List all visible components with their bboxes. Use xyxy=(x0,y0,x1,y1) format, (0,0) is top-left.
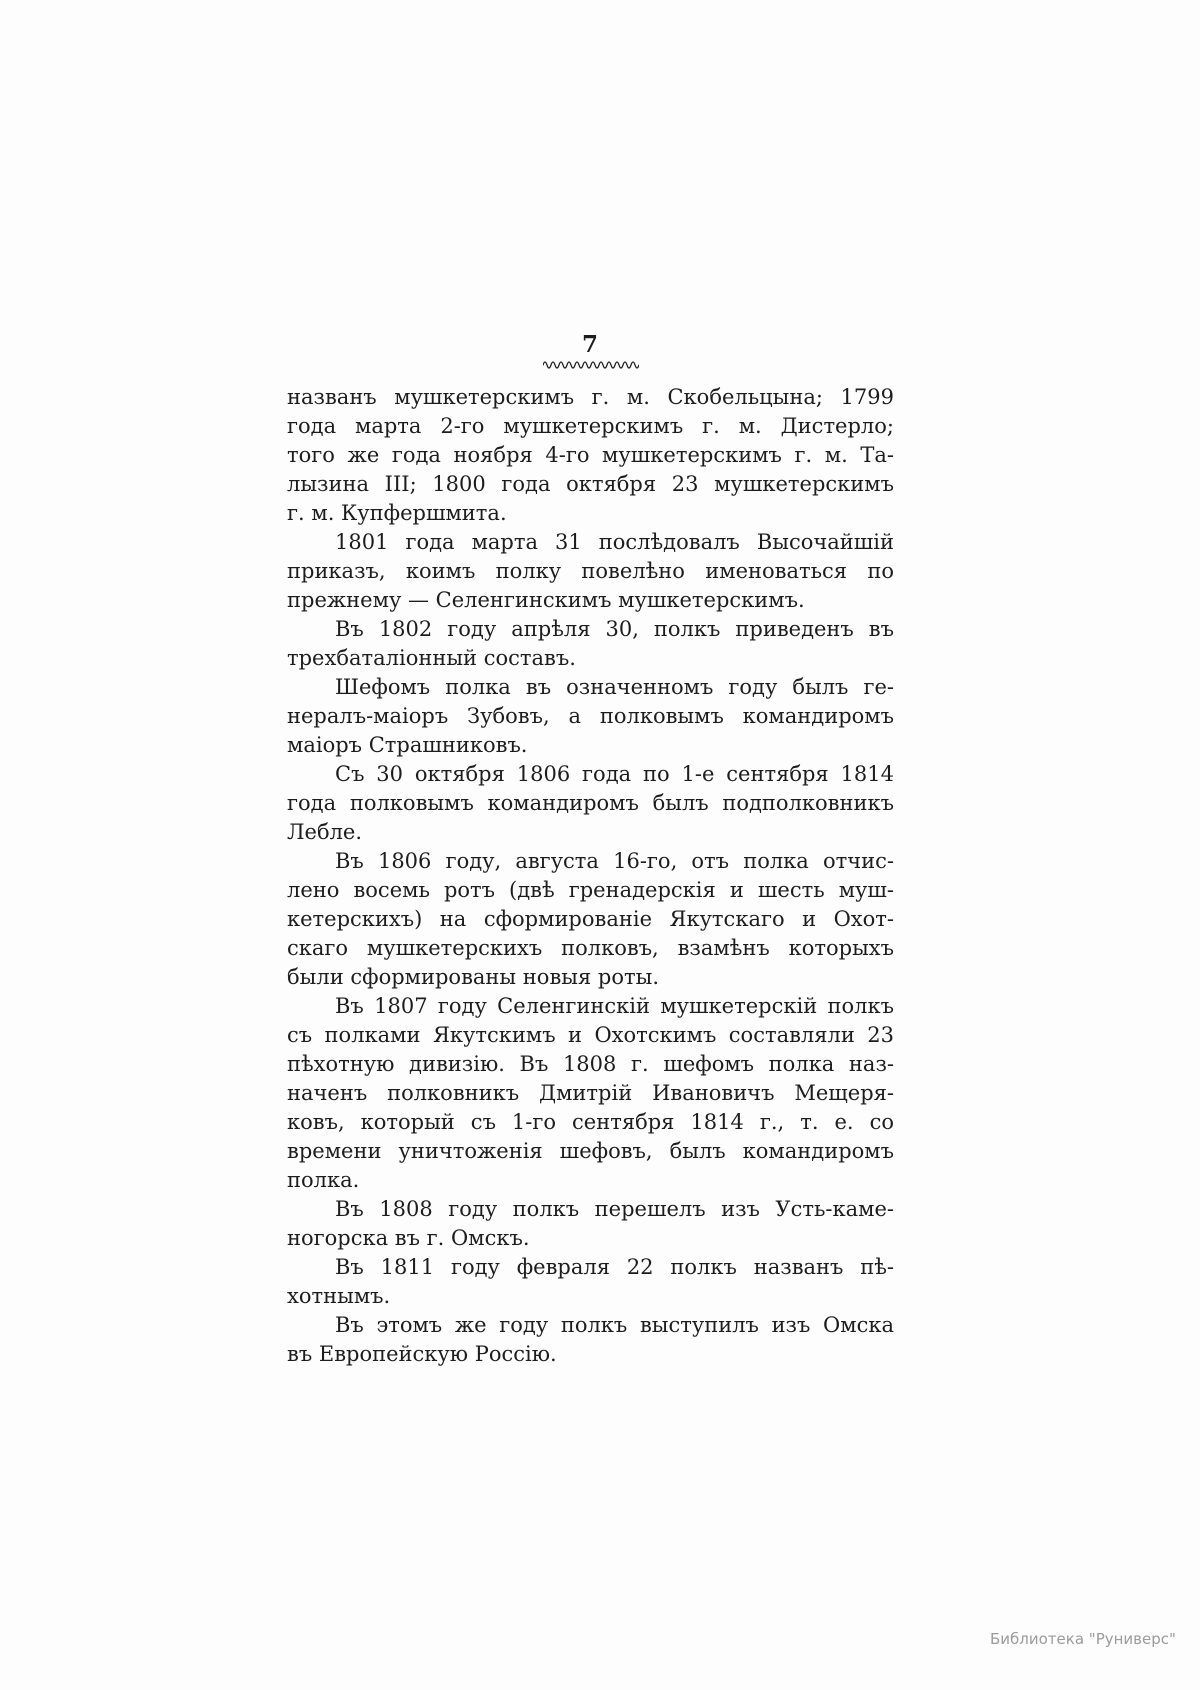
text-line: Въ этомъ же году полкъ выступилъ изъ Омска xyxy=(335,1313,894,1337)
squiggle-underline-icon xyxy=(543,359,639,369)
paragraph xyxy=(287,760,894,847)
text-line: времени уничтоженія шефовъ, былъ командиромъ xyxy=(287,1139,894,1163)
text-line: Шефомъ полка въ означенномъ году былъ ге- xyxy=(335,675,894,699)
paragraph xyxy=(287,847,894,992)
text-line: трехбаталіонный составъ. xyxy=(287,646,576,670)
library-watermark: Библиотека "Руниверс" xyxy=(990,1630,1176,1648)
text-line: ногорска въ г. Омскъ. xyxy=(287,1226,530,1250)
paragraph xyxy=(287,1195,894,1253)
page-number: 7 xyxy=(581,331,599,358)
paragraph xyxy=(287,992,894,1195)
text-line: года марта 2-го мушкетерскимъ г. м. Дистерло; xyxy=(287,414,894,438)
page-header xyxy=(287,332,894,369)
text-line: Въ 1811 году февраля 22 полкъ названъ пѣ- xyxy=(335,1255,894,1279)
text-line: скаго мушкетерскихъ полковъ, взамѣнъ которыхъ xyxy=(287,936,894,960)
paragraph xyxy=(287,528,894,615)
text-line: съ полками Якутскимъ и Охотскимъ составляли 23 xyxy=(287,1023,894,1047)
text-line: лено восемь ротъ (двѣ гренадерскія и шесть муш- xyxy=(287,878,894,902)
text-line: кетерскихъ) на сформированіе Якутскаго и Охот- xyxy=(287,907,894,931)
text-block xyxy=(287,383,894,1369)
text-line: прежнему — Селенгинскимъ мушкетерскимъ. xyxy=(287,588,805,612)
paragraph xyxy=(287,615,894,673)
text-line: полка. xyxy=(287,1168,360,1192)
text-line: Въ 1807 году Селенгинскій мушкетерскій полкъ xyxy=(335,994,894,1018)
text-line: пѣхотную дивизію. Въ 1808 г. шефомъ полка наз- xyxy=(287,1052,894,1076)
text-line: 1801 года марта 31 послѣдовалъ Высочайшій xyxy=(335,530,894,554)
text-line: нералъ-маіоръ Зубовъ, а полковымъ командиромъ xyxy=(287,704,894,728)
paragraph xyxy=(287,673,894,760)
text-line: названъ мушкетерскимъ г. м. Скобельцына; 1799 xyxy=(287,385,894,409)
text-line: маіоръ Страшниковъ. xyxy=(287,733,528,757)
text-line: въ Европейскую Россію. xyxy=(287,1342,557,1366)
text-line: Въ 1806 году, августа 16-го, отъ полка отчис- xyxy=(335,849,894,873)
text-line: Съ 30 октября 1806 года по 1-е сентября 1814 xyxy=(335,762,894,786)
paragraph xyxy=(287,383,894,528)
text-line: года полковымъ командиромъ былъ подполковникъ xyxy=(287,791,894,815)
text-line: наченъ полковникъ Дмитрій Ивановичъ Мещеря- xyxy=(287,1081,894,1105)
text-line: были сформированы новыя роты. xyxy=(287,965,659,989)
text-line: Лебле. xyxy=(287,820,363,844)
text-line: Въ 1802 году апрѣля 30, полкъ приведенъ въ xyxy=(335,617,894,641)
text-line: приказъ, коимъ полку повелѣно именоваться по xyxy=(287,559,894,583)
text-line: того же года ноября 4-го мушкетерскимъ г. м. Та- xyxy=(287,443,894,467)
paragraph xyxy=(287,1253,894,1311)
text-line: г. м. Купфершмита. xyxy=(287,501,507,525)
text-line: ковъ, который съ 1-го сентября 1814 г., т. е. со xyxy=(287,1110,894,1134)
text-line: Въ 1808 году полкъ перешелъ изъ Усть-каме- xyxy=(335,1197,894,1221)
paragraph xyxy=(287,1311,894,1369)
text-line: лызина III; 1800 года октября 23 мушкетерскимъ xyxy=(287,472,894,496)
text-line: хотнымъ. xyxy=(287,1284,391,1308)
